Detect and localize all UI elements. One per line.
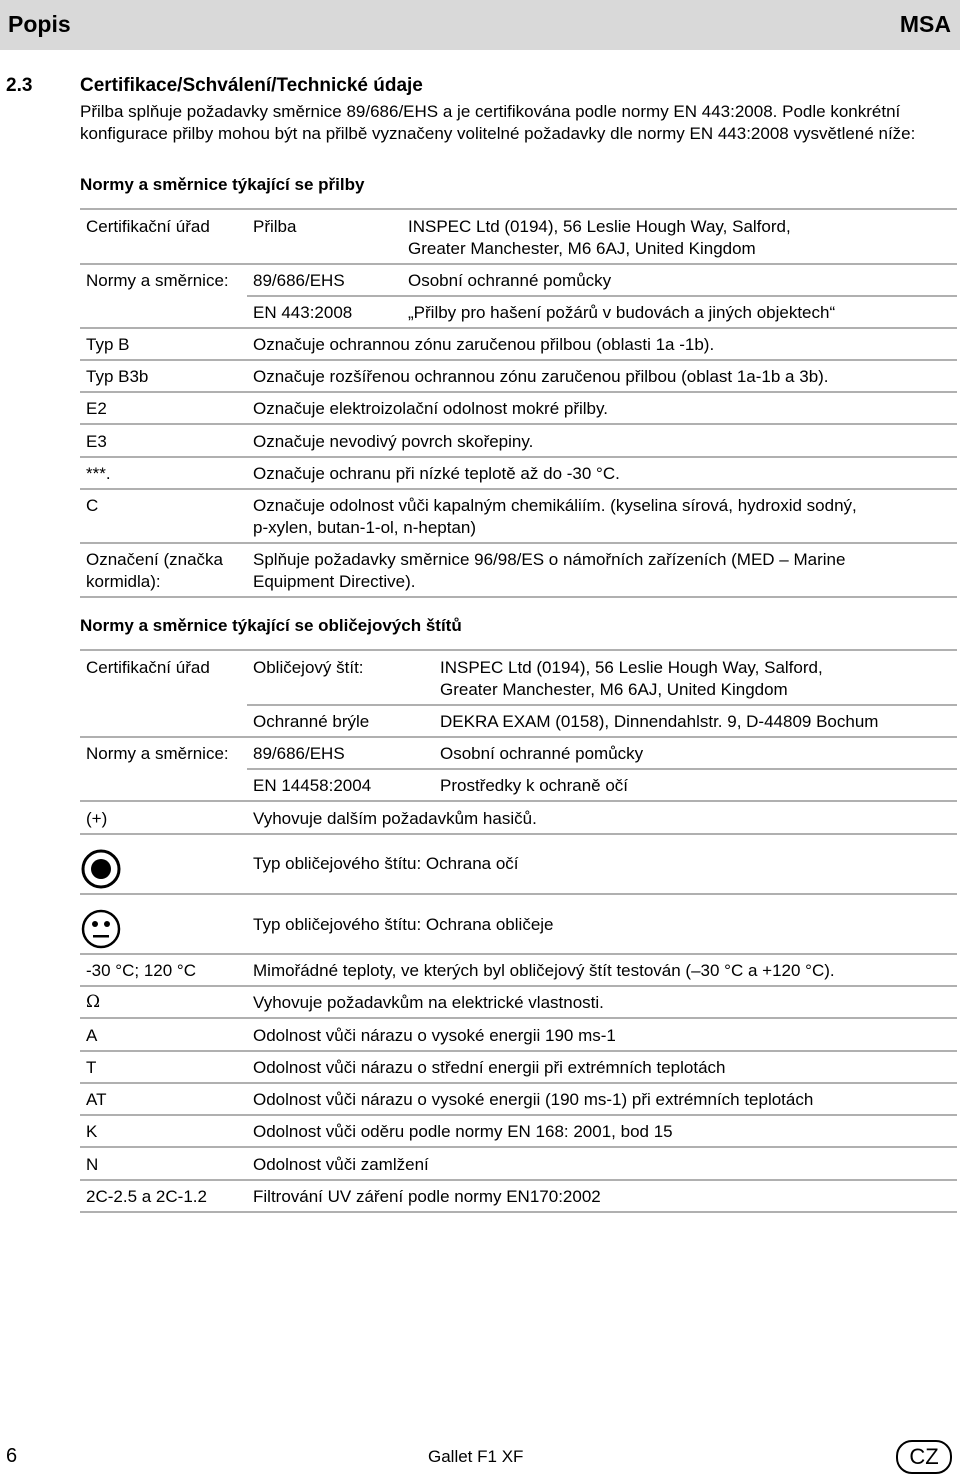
table-rule bbox=[80, 596, 957, 598]
table-rule bbox=[80, 391, 957, 393]
mark-desc: Odolnost vůči nárazu o vysoké energii 190 ms-1 bbox=[253, 1026, 616, 1045]
mark-desc: Označuje ochrannou zónu zaručenou přilbou (oblasti 1a -1b). bbox=[253, 335, 715, 354]
table-rule bbox=[247, 704, 957, 706]
mark-desc: Mimořádné teploty, ve kterých byl obličejový štít testován (–30 °C a +120 °C). bbox=[253, 961, 835, 980]
table-rule bbox=[80, 1146, 957, 1148]
mark-desc: Filtrování UV záření podle normy EN170:2002 bbox=[253, 1187, 601, 1206]
mark-code: E3 bbox=[86, 432, 107, 451]
table-rule bbox=[80, 208, 957, 210]
table-rule bbox=[80, 488, 957, 490]
mark-code: (+) bbox=[86, 809, 108, 828]
product-name: Gallet F1 XF bbox=[428, 1447, 524, 1466]
mark-desc: Odolnost vůči zamlžení bbox=[253, 1155, 429, 1174]
cert-authority-label: Certifikační úřad bbox=[86, 217, 210, 236]
table-rule bbox=[247, 768, 957, 770]
mark-desc: Označuje nevodivý povrch skořepiny. bbox=[253, 432, 534, 451]
table-rule bbox=[80, 893, 957, 895]
mark-desc: Označuje elektroizolační odolnost mokré přilby. bbox=[253, 399, 608, 418]
cert-value-line1: INSPEC Ltd (0194), 56 Leslie Hough Way, Salford, bbox=[440, 658, 823, 677]
mark-desc-line2: p-xylen, butan-1-ol, n-heptan) bbox=[253, 518, 477, 537]
norm-code: EN 443:2008 bbox=[253, 303, 353, 322]
mark-desc-line2: Equipment Directive). bbox=[253, 572, 416, 591]
table-rule bbox=[80, 327, 957, 329]
cert-value-line2: Greater Manchester, M6 6AJ, United Kingdom bbox=[408, 239, 756, 258]
mark-code: ***. bbox=[86, 464, 111, 483]
mark-code: N bbox=[86, 1155, 99, 1174]
mark-code: Typ B3b bbox=[86, 367, 149, 386]
norm-desc: Osobní ochranné pomůcky bbox=[408, 271, 612, 290]
section-number: 2.3 bbox=[6, 75, 33, 96]
page-number: 6 bbox=[6, 1445, 18, 1467]
mark-desc: Odolnost vůči nárazu o vysoké energii (190 ms-1) při extrémních teplotách bbox=[253, 1090, 814, 1109]
mark-code-line2: kormidla): bbox=[86, 572, 161, 591]
mark-code: T bbox=[86, 1058, 97, 1077]
page-header bbox=[0, 0, 960, 50]
mark-code: C bbox=[86, 496, 99, 515]
cert-item-goggles: Ochranné brýle bbox=[253, 712, 370, 731]
table-rule bbox=[80, 456, 957, 458]
icon-desc: Typ obličejového štítu: Ochrana očí bbox=[253, 854, 519, 873]
table-rule bbox=[247, 295, 957, 297]
mark-code-line1: Označení (značka bbox=[86, 550, 224, 569]
icon-desc: Typ obličejového štítu: Ochrana obličeje bbox=[253, 915, 554, 934]
faceshield-standards-heading: Normy a směrnice týkající se obličejových štítů bbox=[80, 616, 462, 635]
cert-value-line1: INSPEC Ltd (0194), 56 Leslie Hough Way, Salford, bbox=[408, 217, 791, 236]
mark-code: -30 °C; 120 °C bbox=[86, 961, 196, 980]
cert-item-helmet: Přilba bbox=[253, 217, 297, 236]
cert-authority-label: Certifikační úřad bbox=[86, 658, 210, 677]
helmet-standards-heading: Normy a směrnice týkající se přilby bbox=[80, 175, 365, 194]
table-rule bbox=[80, 1050, 957, 1052]
language-badge: CZ bbox=[896, 1440, 952, 1474]
norm-code: 89/686/EHS bbox=[253, 271, 345, 290]
mark-desc-line1: Označuje odolnost vůči kapalným chemikáliím. (kyselina sírová, hydroxid sodný, bbox=[253, 496, 857, 515]
table-rule bbox=[80, 800, 957, 802]
table-rule bbox=[80, 985, 957, 987]
header-section-title: Popis bbox=[8, 11, 71, 37]
mark-desc: Odolnost vůči oděru podle normy EN 168: 2001, bod 15 bbox=[253, 1122, 673, 1141]
table-rule bbox=[80, 649, 957, 651]
norm-desc: „Přilby pro hašení požárů v budovách a jiných objektech“ bbox=[408, 303, 836, 322]
section-intro: Přilba splňuje požadavky směrnice 89/686/EHS a je certifikována podle normy EN 443:2008. Podle konkrétní konfigurace přilby mohou být na přilbě vyznačeny volitelné požadavky dle normy EN 443:2008 vysvětlené níže: bbox=[80, 102, 916, 143]
eye-protection-icon bbox=[80, 848, 122, 890]
table-rule bbox=[80, 542, 957, 544]
table-rule bbox=[80, 1211, 957, 1213]
table-rule bbox=[80, 1179, 957, 1181]
mark-desc: Označuje ochranu při nízké teplotě až do -30 °C. bbox=[253, 464, 620, 483]
table-rule bbox=[80, 263, 957, 265]
cert-value-line1: DEKRA EXAM (0158), Dinnendahlstr. 9, D-44809 Bochum bbox=[440, 712, 879, 731]
header-brand: MSA bbox=[899, 11, 951, 37]
norm-code: EN 14458:2004 bbox=[253, 776, 372, 795]
mark-desc-line1: Splňuje požadavky směrnice 96/98/ES o námořních zařízeních (MED – Marine bbox=[253, 550, 846, 569]
table-rule bbox=[80, 1114, 957, 1116]
table-rule bbox=[80, 953, 957, 955]
norm-code: 89/686/EHS bbox=[253, 744, 345, 763]
mark-desc: Vyhovuje dalším požadavkům hasičů. bbox=[253, 809, 537, 828]
mark-code: A bbox=[86, 1026, 98, 1045]
mark-code: AT bbox=[86, 1090, 107, 1109]
table-rule bbox=[80, 359, 957, 361]
cert-item-faceshield: Obličejový štít: bbox=[253, 658, 364, 677]
omega-mark: Ω bbox=[86, 992, 101, 1012]
norm-desc: Osobní ochranné pomůcky bbox=[440, 744, 644, 763]
mark-desc: Vyhovuje požadavkům na elektrické vlastnosti. bbox=[253, 993, 604, 1012]
mark-code: E2 bbox=[86, 399, 107, 418]
table-rule bbox=[80, 736, 957, 738]
table-rule bbox=[80, 1082, 957, 1084]
table-rule bbox=[80, 833, 957, 835]
mark-desc: Odolnost vůči nárazu o střední energii při extrémních teplotách bbox=[253, 1058, 726, 1077]
section-title: Certifikace/Schválení/Technické údaje bbox=[80, 75, 423, 96]
mark-code: K bbox=[86, 1122, 98, 1141]
face-protection-icon bbox=[80, 908, 122, 950]
norm-desc: Prostředky k ochraně očí bbox=[440, 776, 629, 795]
mark-code: Typ B bbox=[86, 335, 130, 354]
norms-label: Normy a směrnice: bbox=[86, 744, 229, 763]
mark-desc: Označuje rozšířenou ochrannou zónu zaručenou přilbou (oblast 1a-1b a 3b). bbox=[253, 367, 829, 386]
mark-code: 2C-2.5 a 2C-1.2 bbox=[86, 1187, 207, 1206]
table-rule bbox=[80, 1017, 957, 1019]
table-rule bbox=[80, 423, 957, 425]
cert-value-line2: Greater Manchester, M6 6AJ, United Kingdom bbox=[440, 680, 788, 699]
norms-label: Normy a směrnice: bbox=[86, 271, 229, 290]
